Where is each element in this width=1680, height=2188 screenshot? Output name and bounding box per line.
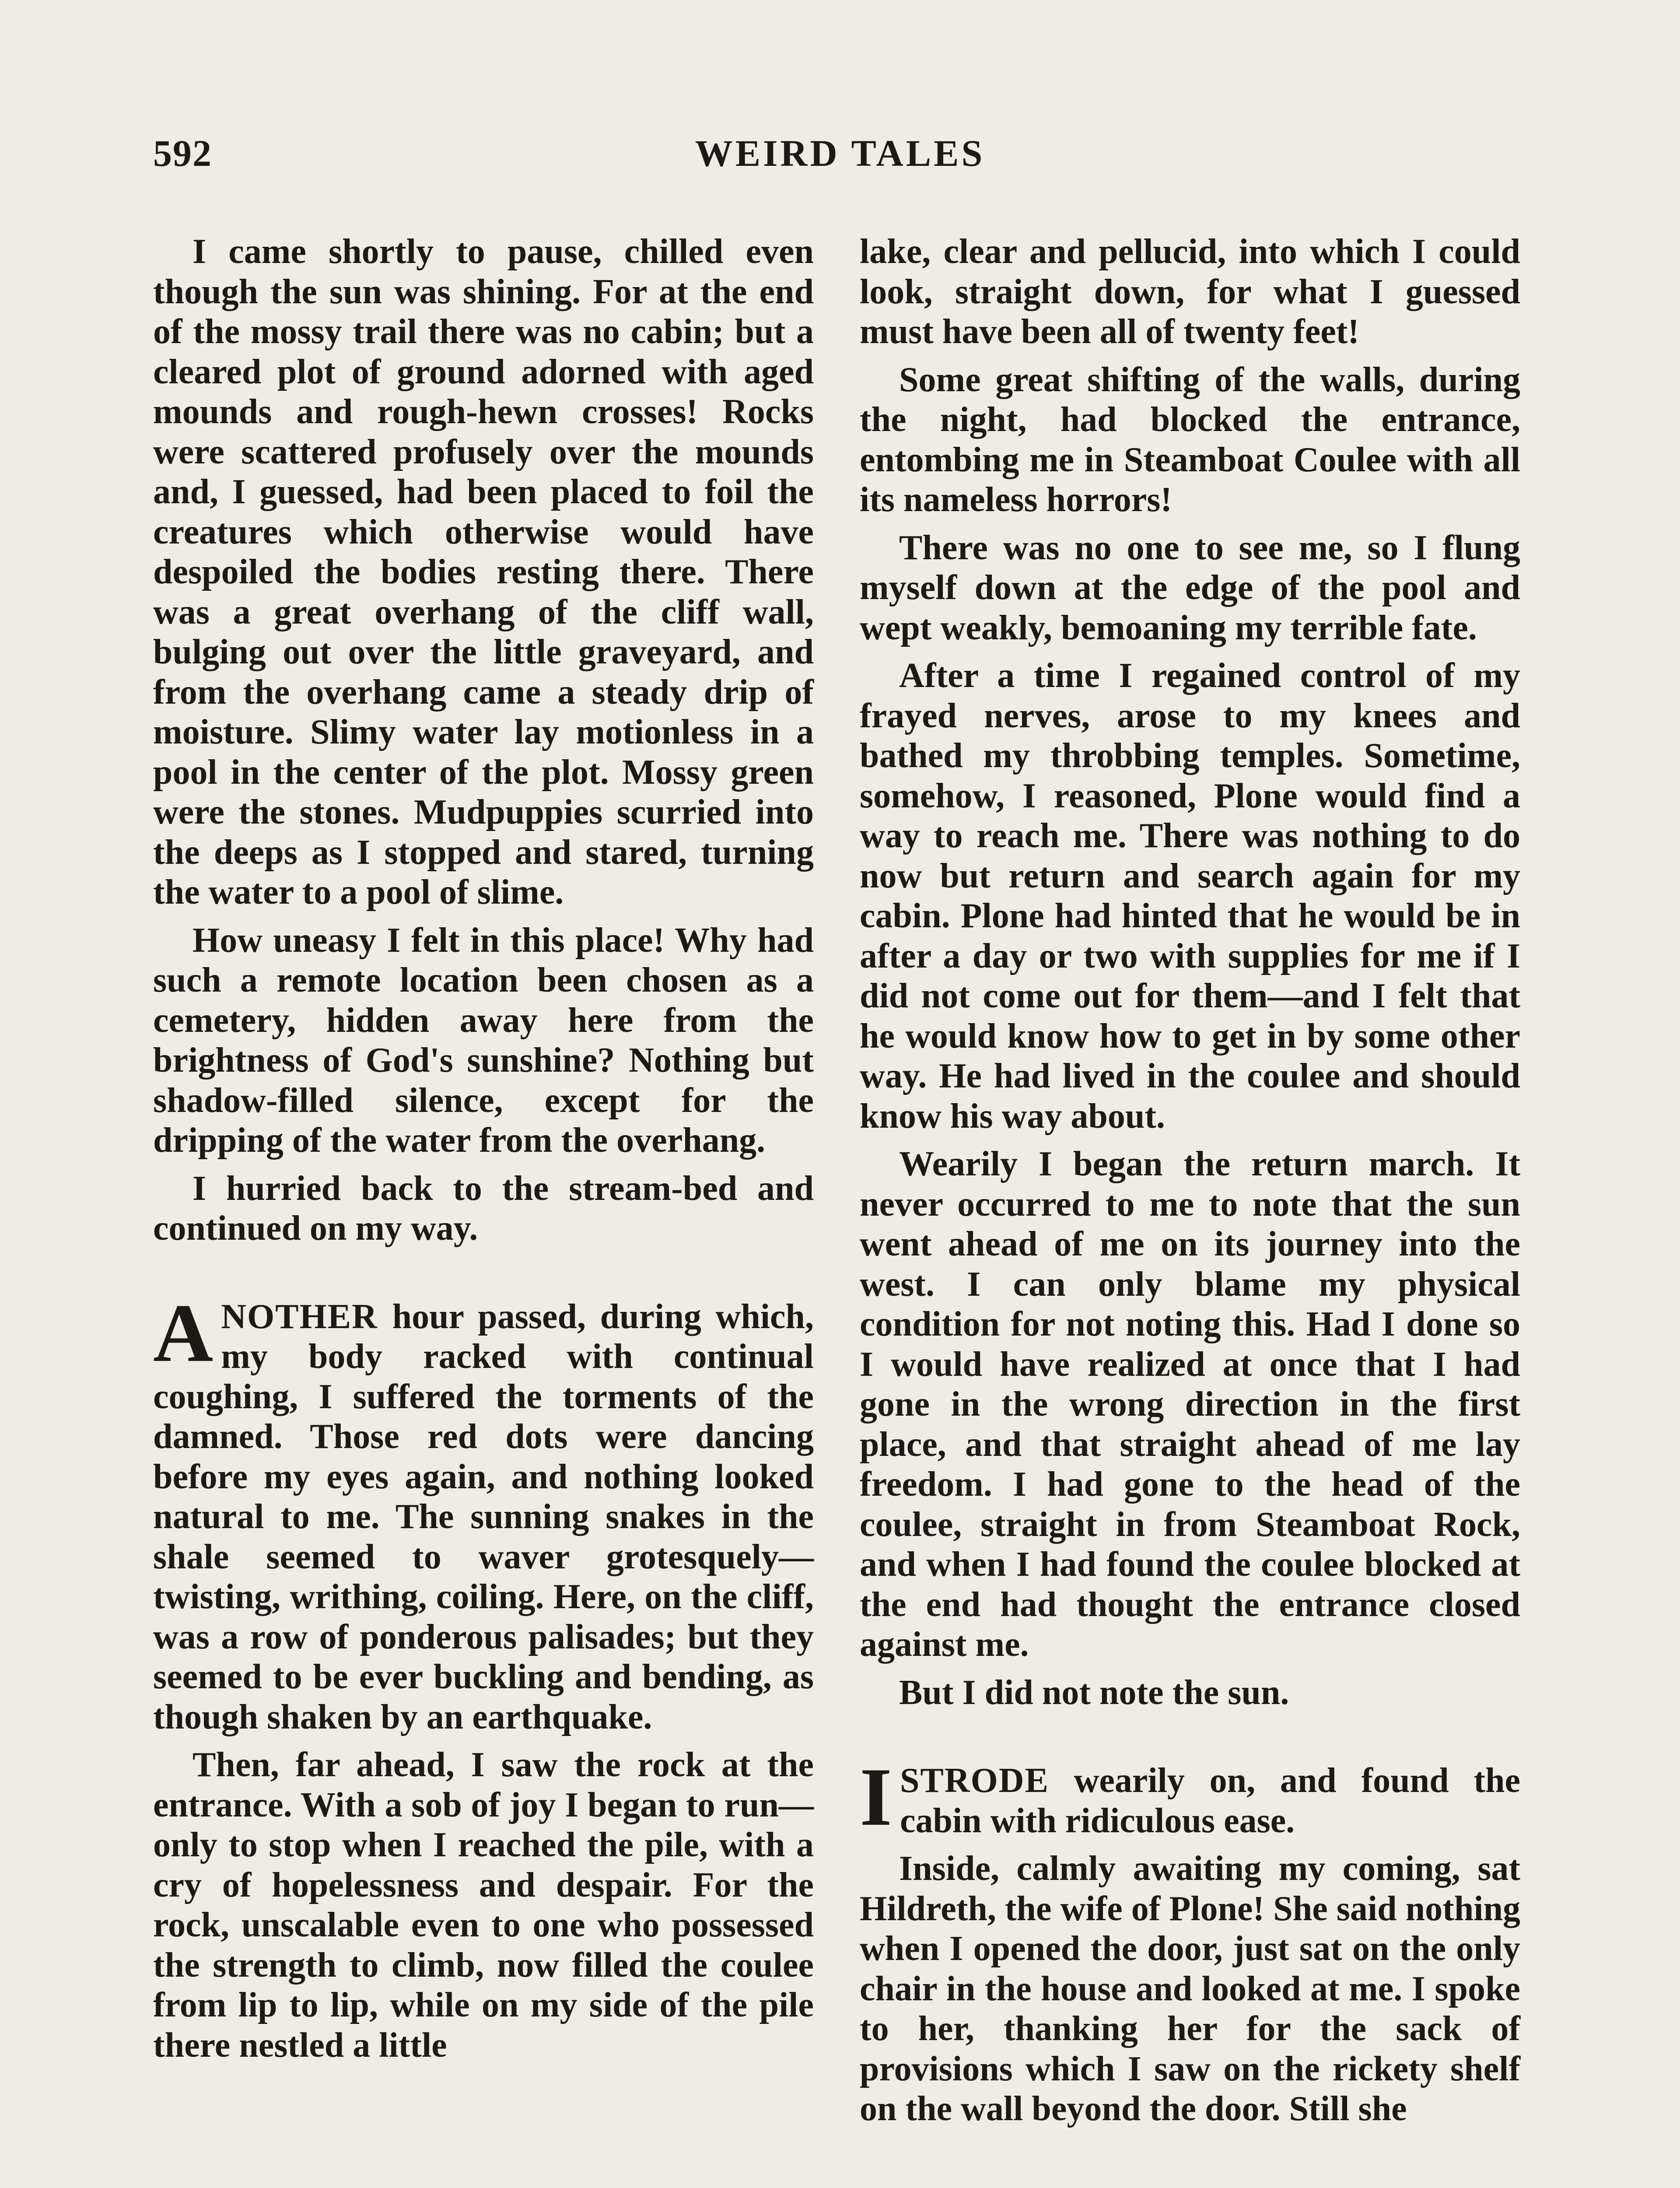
running-title: WEIRD TALES xyxy=(695,132,985,174)
paragraph: There was no one to see me, so I flung myself down at the edge of the pool and wept weakly, bemoaning my terrible fate. xyxy=(860,528,1520,647)
left-column xyxy=(153,232,814,2073)
page-header xyxy=(153,131,1527,184)
section-opening-paragraph xyxy=(860,1751,1520,1843)
paragraph: But I did not note the sun. xyxy=(899,1673,1289,1712)
paragraph: I came shortly to pause, chilled even though the sun was shining. For at the end of the mossy trail there was no cabin; but a cleared plot of ground adorned with aged mounds and rough-hewn crosses! Rocks were scattered profusely over the mounds and, I guessed, had been placed to foil the creatures which otherwise would have despoiled the bodies resting there. There was a great overhang of the cliff wall, bulging out over the little graveyard, and from the overhang came a steady drip of moisture. Slimy water lay motionless in a pool in the center of the plot. Mossy green were the stones. Mudpuppies scurried into the deeps as I stopped and stared, turning the water to a pool of slime. xyxy=(153,232,814,912)
page-number: 592 xyxy=(153,132,212,174)
paragraph: After a time I regained control of my frayed nerves, arose to my knees and bathed my throbbing temples. Sometime, somehow, I reasoned, Plone would find a way to reach me. There was nothing to do now but return and search again for my cabin. Plone had hinted that he would be in after a day or two with supplies for me if I did not come out for them—and I felt that he would know how to get in by some other way. He had lived in the coulee and should know his way about. xyxy=(860,656,1520,1136)
paragraph: Then, far ahead, I saw the rock at the entrance. With a sob of joy I began to run—only to stop when I reached the pile, with a cry of hopelessness and despair. For the rock, unscalable even to one who possessed the strength to climb, now filled the coulee from lip to lip, while on my side of the pile there nestled a little xyxy=(153,1746,814,2065)
paragraph-continued: lake, clear and pellucid, into which I could look, straight down, for what I guessed must have been all of twenty feet! xyxy=(860,232,1520,351)
paragraph: How uneasy I felt in this place! Why had such a remote location been chosen as a cemetery, hidden away here from the brightness of God's sunshine? Nothing but shadow-filled silence, except for the dripping of the water from the overhang. xyxy=(153,921,814,1160)
drop-cap: A xyxy=(153,1287,214,1379)
paragraph: Inside, calmly awaiting my coming, sat Hildreth, the wife of Plone! She said nothing when I opened the door, just sat on the only chair in the house and looked at me. I spoke to her, thanking her for the sack of provisions which I saw on the rickety shelf on the wall beyond the door. Still she xyxy=(860,1849,1520,2128)
paragraph-text: wearily on, and found the cabin with ridiculous ease. xyxy=(900,1761,1520,1840)
right-column xyxy=(860,232,1520,2137)
section-opening-paragraph xyxy=(153,1287,814,1738)
paragraph: I hurried back to the stream-bed and continued on my way. xyxy=(153,1169,814,1248)
drop-cap: I xyxy=(860,1751,892,1843)
paragraph: Wearily I began the return march. It never occurred to me to note that the sun went ahead of me on its journey into the west. I can only blame my physical condition for not noting this. Had I done so I would have realized at once that I had gone in the wrong direction in the first place, and that straight ahead of me lay freedom. I had gone to the head of the coulee, straight in from Steamboat Rock, and when I had found the coulee blocked at the end had thought the entrance closed against me. xyxy=(860,1145,1520,1664)
small-caps-lead: STRODE xyxy=(900,1761,1049,1800)
small-caps-lead: NOTHER xyxy=(221,1297,378,1336)
paragraph-text: hour passed, during which, my body racked with continual coughing, I suffered the torments of the damned. Those red dots were dancing before my eyes again, and nothing looked natural to me. The sunning snakes in the shale seemed to waver grotesquely—twisting, writhing, coiling. Here, on the cliff, was a row of ponderous palisades; but they seemed to be ever buckling and bending, as though shaken by an earthquake. xyxy=(153,1297,814,1736)
paragraph: Some great shifting of the walls, during the night, had blocked the entrance, entombing me in Steamboat Coulee with all its nameless horrors! xyxy=(860,360,1520,519)
